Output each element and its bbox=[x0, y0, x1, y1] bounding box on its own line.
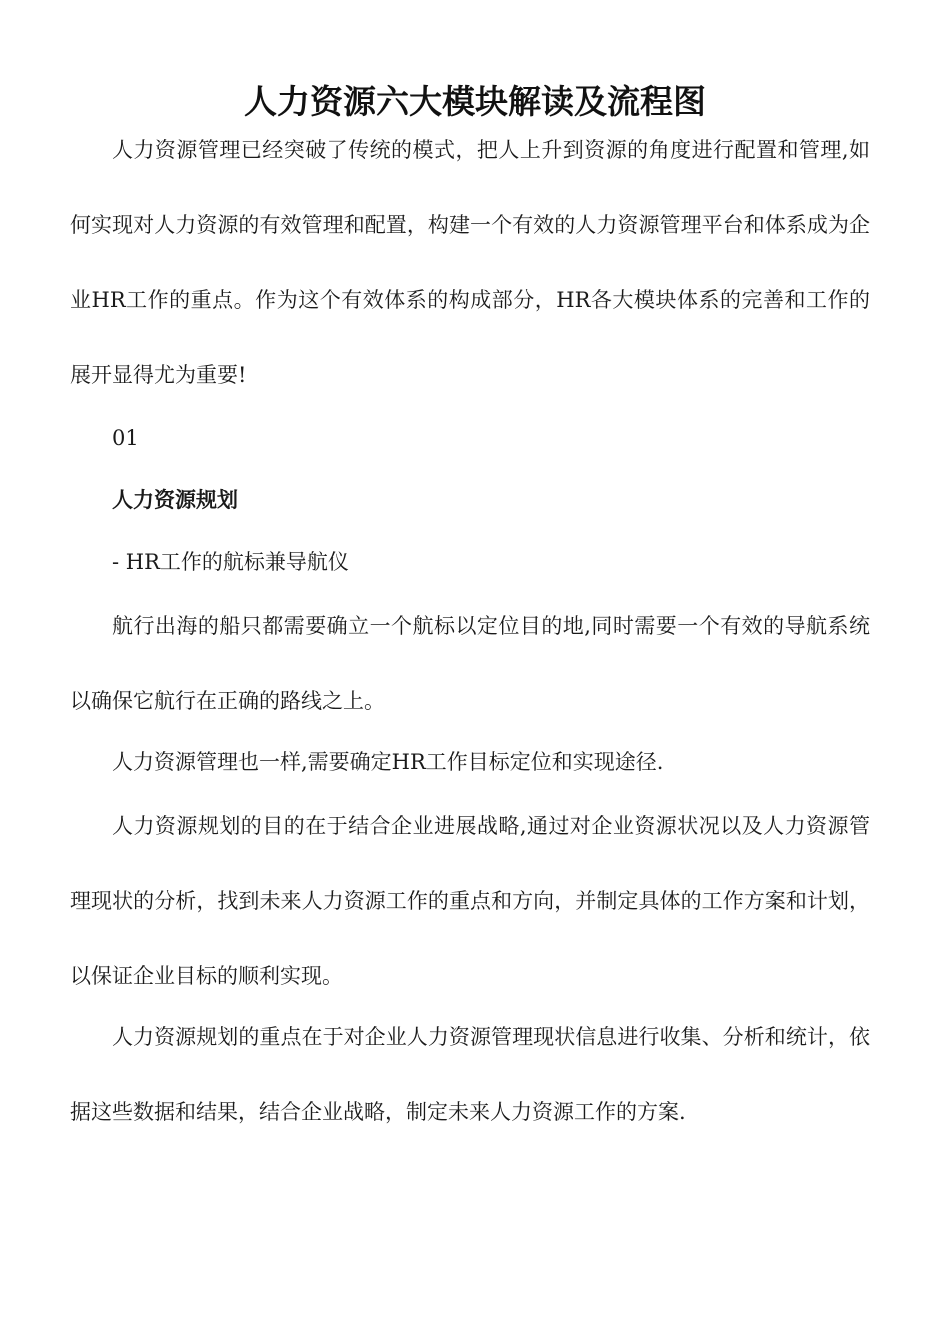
section-number: 01 bbox=[112, 426, 139, 450]
body-paragraph-3: 人力资源规划的目的在于结合企业进展战略,通过对企业资源状况以及人力资源管理现状的分析，找到未来人力资源工作的重点和方向，并制定具体的工作方案和计划，以保证企业目标的顺利实现。 bbox=[70, 814, 870, 988]
intro-paragraph: 人力资源管理已经突破了传统的模式，把人上升到资源的角度进行配置和管理,如何实现对人力资源的有效管理和配置，构建一个有效的人力资源管理平台和体系成为企业HR工作的重点。作为这个有效体系的构成部分，HR各大模块体系的完善和工作的展开显得尤为重要! bbox=[70, 138, 870, 387]
section-subtitle: - HR工作的航标兼导航仪 bbox=[112, 550, 349, 574]
body-paragraph-2: 人力资源管理也一样,需要确定HR工作目标定位和实现途径. bbox=[112, 750, 664, 774]
body-paragraph-4: 人力资源规划的重点在于对企业人力资源管理现状信息进行收集、分析和统计，依据这些数据和结果，结合企业战略，制定未来人力资源工作的方案. bbox=[70, 1025, 870, 1124]
section-title: 人力资源规划 bbox=[112, 488, 238, 512]
body-paragraph-1: 航行出海的船只都需要确立一个航标以定位目的地,同时需要一个有效的导航系统以确保它航行在正确的路线之上。 bbox=[70, 614, 870, 713]
document-title: 人力资源六大模块解读及流程图 bbox=[244, 82, 706, 121]
